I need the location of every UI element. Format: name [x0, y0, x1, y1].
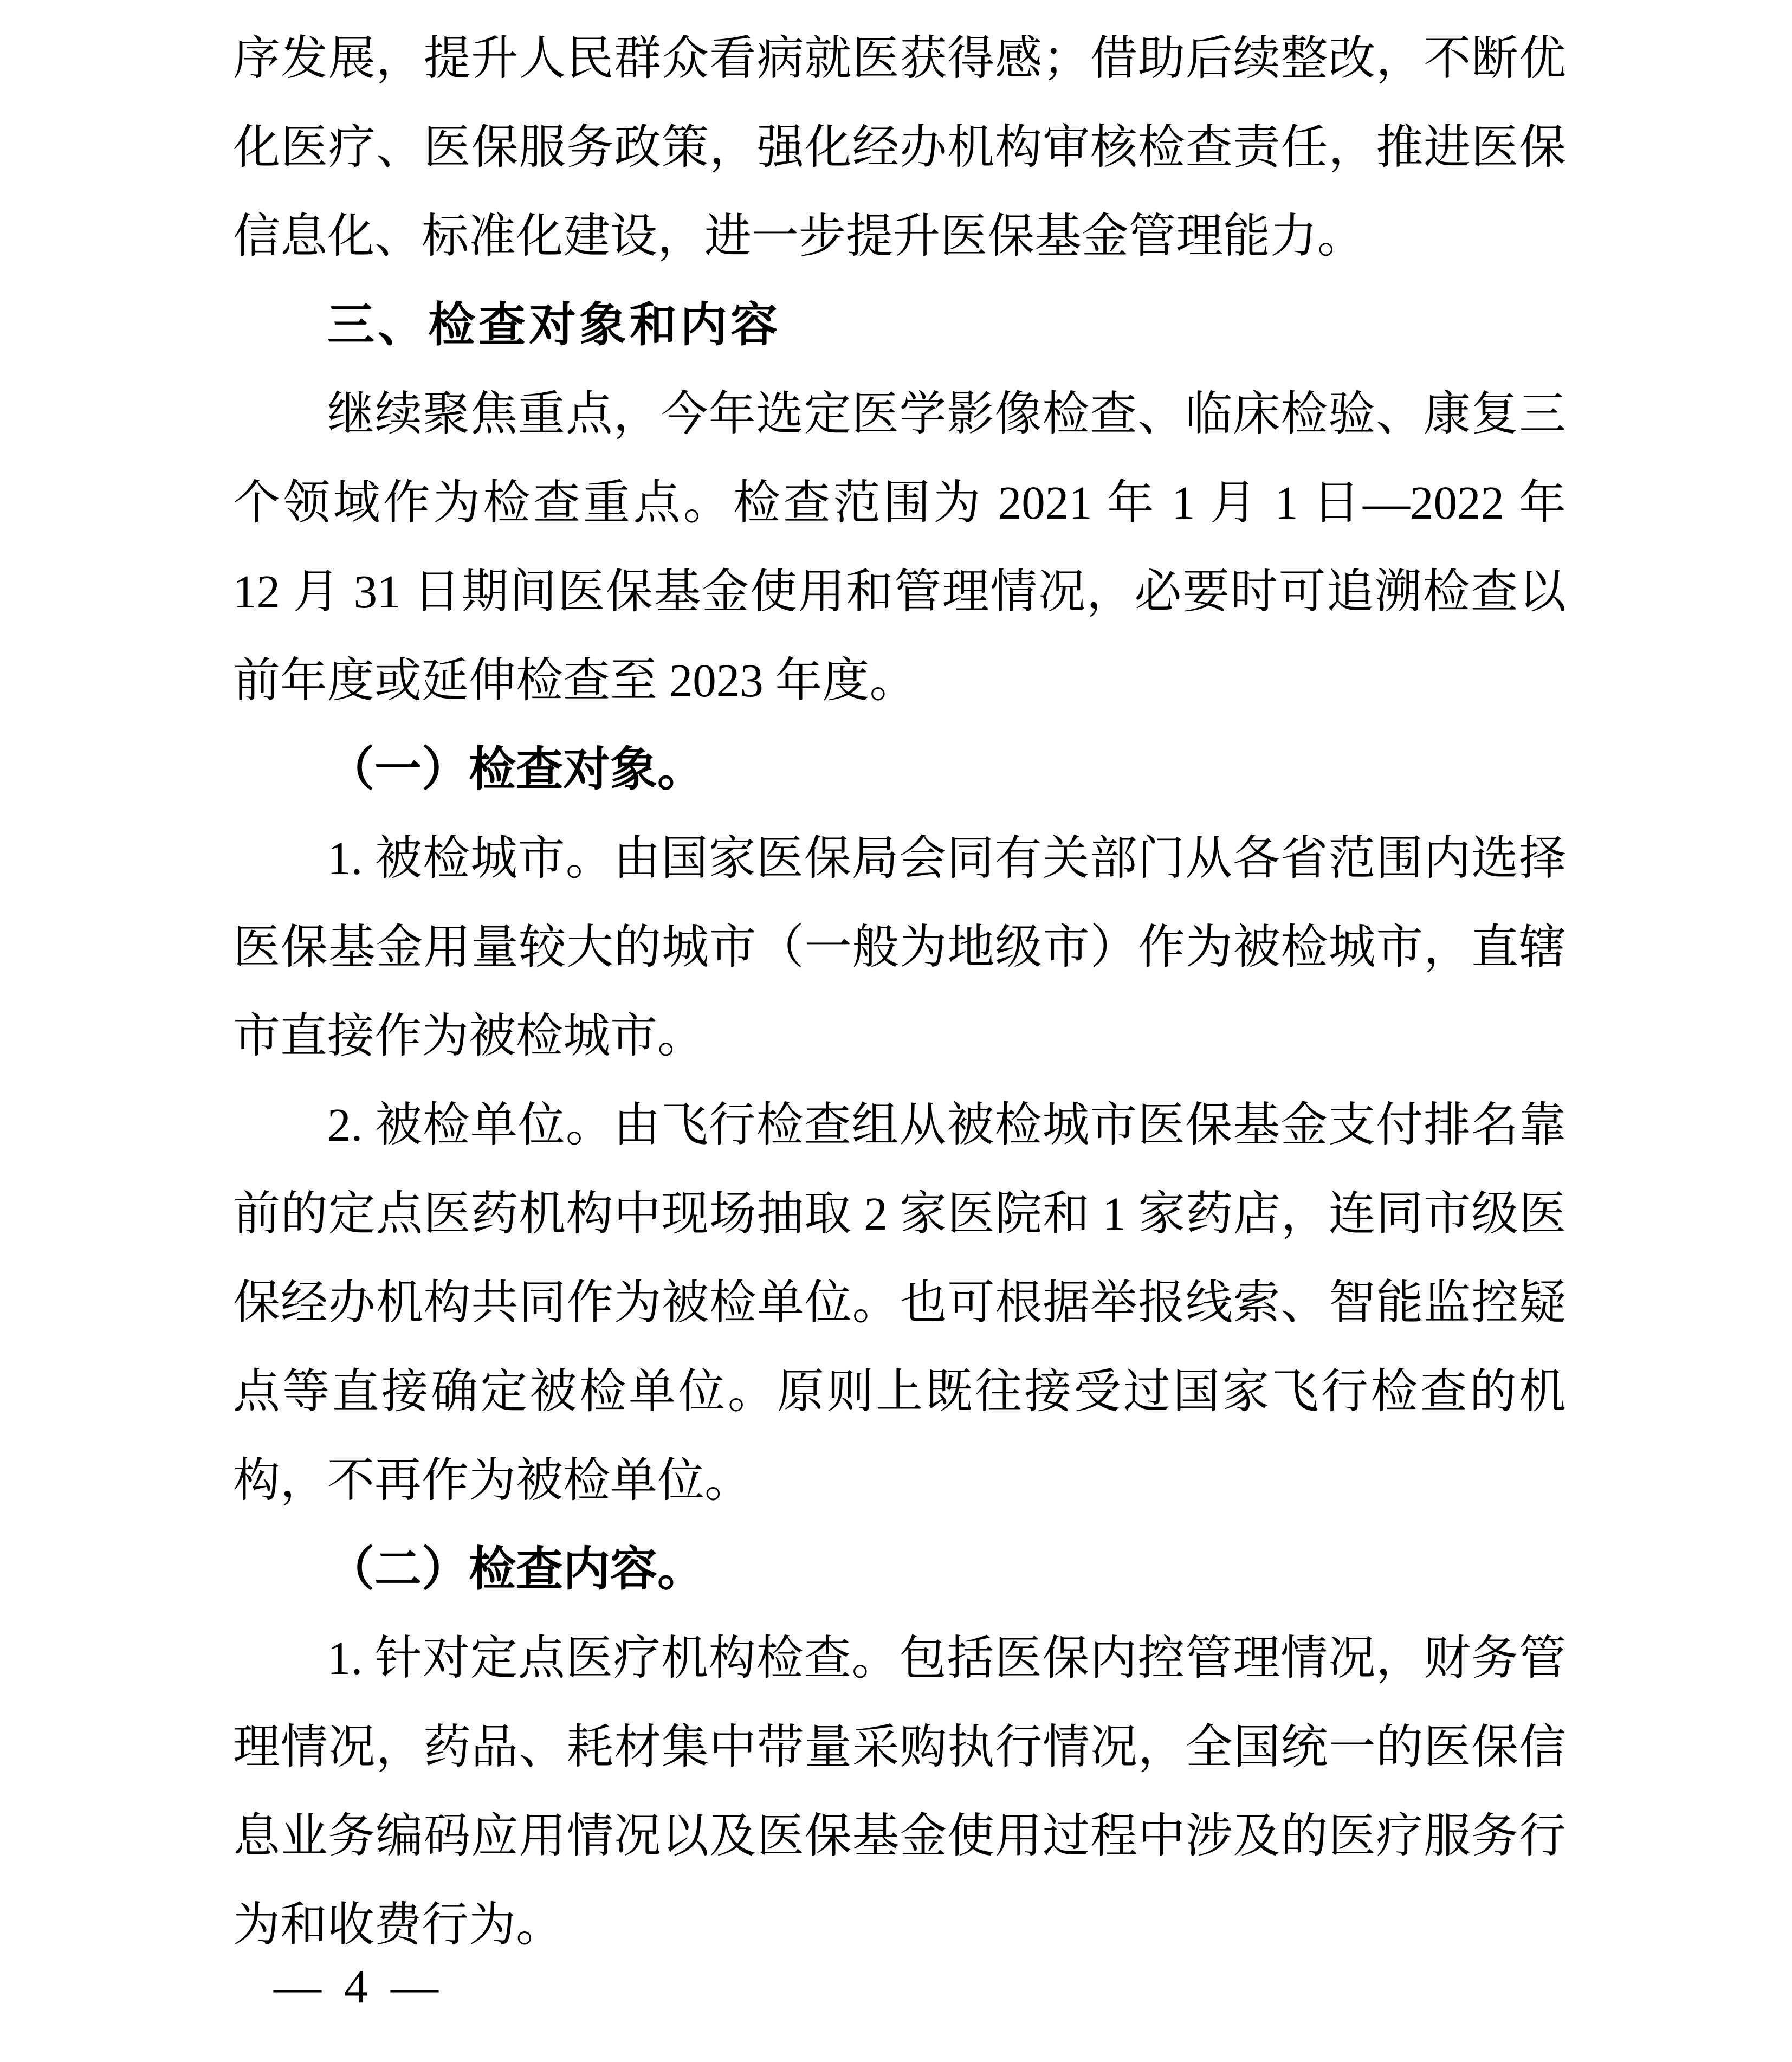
- subsection-heading-2: （二）检查内容。: [327, 1543, 704, 1595]
- text-line: 1. 被检城市。由国家医保局会同有关部门从各省范围内选择: [327, 832, 1566, 884]
- text-line: 继续聚焦重点，今年选定医学影像检查、临床检验、康复三: [327, 387, 1566, 440]
- text-line: 序发展，提升人民群众看病就医获得感；借助后续整改，不断优: [233, 32, 1566, 85]
- text-line: 12 月 31 日期间医保基金使用和管理情况，必要时可追溯检查以: [233, 565, 1566, 618]
- text-line: 信息化、标准化建设，进一步提升医保基金管理能力。: [233, 210, 1364, 262]
- text-line: 点等直接确定被检单位。原则上既往接受过国家飞行检查的机: [233, 1365, 1566, 1418]
- text-line: 市直接作为被检城市。: [233, 1010, 704, 1062]
- text-line: 个领域作为检查重点。检查范围为 2021 年 1 月 1 日—2022 年: [233, 476, 1566, 529]
- subsection-heading-1: （一）检查对象。: [327, 743, 704, 796]
- text-line: 构，不再作为被检单位。: [233, 1454, 752, 1507]
- text-line: 前的定点医药机构中现场抽取 2 家医院和 1 家药店，连同市级医: [233, 1187, 1566, 1240]
- text-line: 1. 针对定点医疗机构检查。包括医保内控管理情况，财务管: [327, 1632, 1566, 1684]
- text-line: 保经办机构共同作为被检单位。也可根据举报线索、智能监控疑: [233, 1276, 1566, 1329]
- text-line: 为和收费行为。: [233, 1898, 563, 1951]
- text-line: 理情况，药品、耗材集中带量采购执行情况，全国统一的医保信: [233, 1721, 1566, 1773]
- text-line: 医保基金用量较大的城市（一般为地级市）作为被检城市，直辖: [233, 921, 1566, 973]
- text-line: 前年度或延伸检查至 2023 年度。: [233, 654, 917, 707]
- page-number: — 4 —: [274, 1961, 444, 2013]
- text-line: 化医疗、医保服务政策，强化经办机构审核检查责任，推进医保: [233, 121, 1566, 173]
- text-line: 2. 被检单位。由飞行检查组从被检城市医保基金支付排名靠: [327, 1098, 1566, 1151]
- section-heading: 三、检查对象和内容: [327, 299, 781, 351]
- document-body: [233, 14, 1566, 1969]
- text-line: 息业务编码应用情况以及医保基金使用过程中涉及的医疗服务行: [233, 1809, 1566, 1862]
